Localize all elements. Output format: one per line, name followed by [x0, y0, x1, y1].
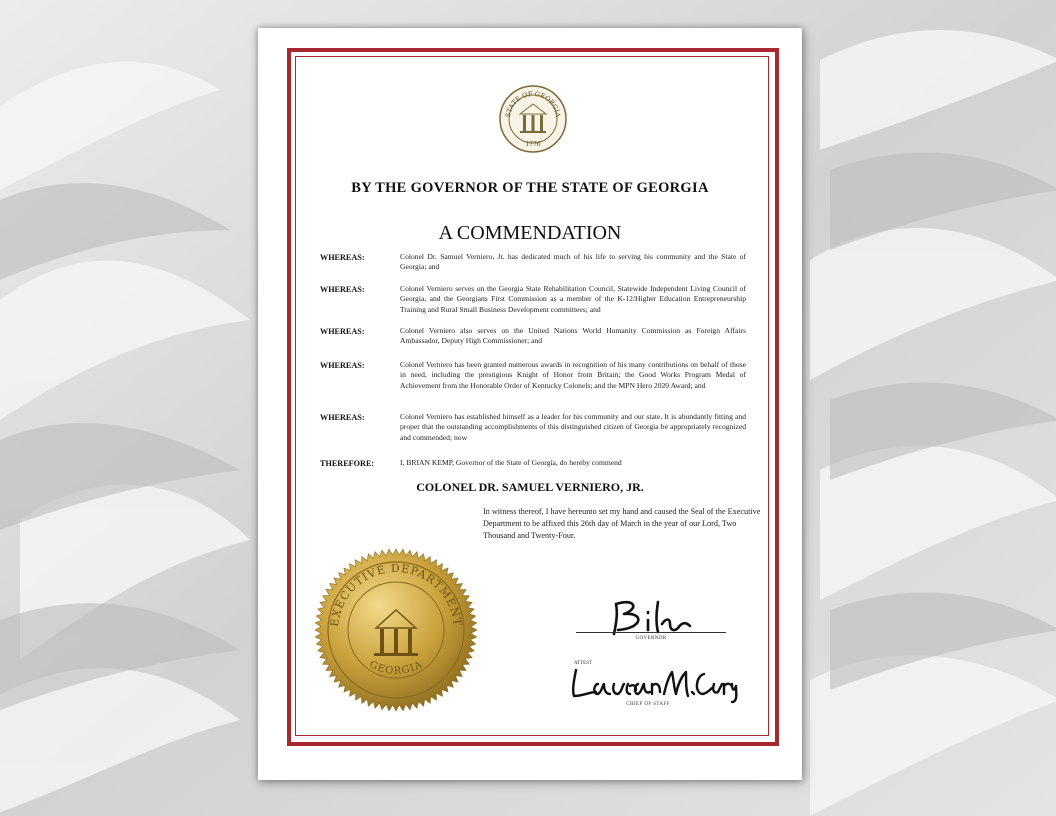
clause-label: THEREFORE:	[320, 459, 375, 468]
clause-text: I, BRIAN KEMP, Governor of the State of Georgia, do hereby commend	[400, 458, 622, 467]
clause-text: Colonel Verniero also serves on the United Nations World Humanity Commission as Foreign Affairs Ambassador, Deputy High Commissioner; and	[400, 326, 746, 346]
svg-text:GEORGIA: GEORGIA	[367, 659, 425, 677]
clause-text: Colonel Verniero has established himself as a leader for his community and our state. It is abundantly fitting and proper that the outstanding accomplishments of this distinguished citizen of Georgia be appropriately recognized and commended; now	[400, 412, 746, 442]
svg-text:STATE OF GEORGIA: STATE OF GEORGIA	[504, 89, 562, 118]
clause-label: WHEREAS:	[320, 285, 365, 294]
clause-label: WHEREAS:	[320, 327, 365, 336]
proclamation-heading: BY THE GOVERNOR OF THE STATE OF GEORGIA	[351, 180, 709, 196]
clause-text: Colonel Verniero serves on the Georgia State Rehabilitation Council, Statewide Independent Living Council of Georgia, and the Georgians First Commission as a member of the K-12/Higher Education Entrepreneurship Training and Rural Small Business Development committees; and	[400, 284, 746, 314]
svg-text:1776: 1776	[525, 141, 541, 148]
document-title: A COMMENDATION	[438, 222, 622, 244]
svg-text:EXECUTIVE DEPARTMENT: EXECUTIVE DEPARTMENT	[327, 561, 464, 628]
chief-of-staff-signature	[568, 662, 748, 704]
clause-text: Colonel Verniero has been granted numerous awards in recognition of his many contributions on behalf of those in need, including the prestigious Knight of Honor from Britain; the Good Works Program Medal of Achievement from the Honorable Order of Kentucky Colonels; and the MPN Hero 2020 Award; and	[400, 360, 746, 390]
governor-caption: GOVERNOR	[635, 636, 667, 641]
attest-label: ATTEST	[574, 661, 593, 666]
commendation-certificate	[258, 28, 802, 780]
clause-text: Colonel Dr. Samuel Verniero, Jr. has dedicated much of his life to serving his community and the State of Georgia; and	[400, 252, 746, 272]
governor-signature-line	[576, 632, 726, 633]
clause-label: WHEREAS:	[320, 253, 365, 262]
state-seal-icon	[498, 84, 568, 154]
clause-label: WHEREAS:	[320, 361, 365, 370]
clause-label: WHEREAS:	[320, 413, 365, 422]
honoree-name: COLONEL DR. SAMUEL VERNIERO, JR.	[416, 480, 644, 494]
chief-of-staff-caption: CHIEF OF STAFF	[626, 702, 670, 707]
witness-statement: In witness thereof, I have hereunto set my hand and caused the Seal of the Executive Department to be affixed this 26th day of March in the year of our Lord, Two Thousand and Twenty-Four.	[483, 507, 761, 540]
gold-seal-icon	[314, 548, 478, 712]
